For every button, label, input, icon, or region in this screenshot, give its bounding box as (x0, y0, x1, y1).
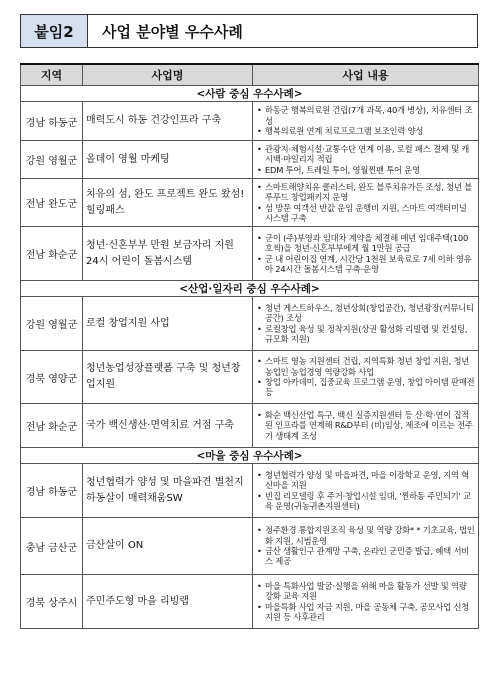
content-cell (253, 179, 479, 227)
table-row (21, 404, 479, 448)
content-item: • 군 내 어린이집 연계, 시간당 1천원 보육료로 7세 이하 영유아 24시간 돌봄시스템 구축·운영 (256, 254, 475, 275)
project-cell: 청년농업성장플랫폼 구축 및 청년창업지원 (83, 351, 253, 404)
table-row (21, 102, 479, 141)
content-item: • 창업 아카데미, 집중교육 프로그램 운영, 창업 아이템 판매전 등 (256, 377, 475, 398)
project-cell: 치유의 섬, 완도 프로젝트 완도 왔섬! 힐링패스 (83, 179, 253, 227)
content-cell (253, 575, 479, 629)
content-item: • 로컬창업 육성 및 정착지원(상권 활성화 리빌랩 및 컨설팅, 규모화 지원) (256, 324, 475, 345)
content-item: • 금산 생활인구 관계망 구축, 온라인 군민증 발급, 혜택 서비스 제공 (256, 546, 475, 567)
table-header-row (21, 64, 479, 86)
content-item: • 정주환경 통합지원조직 육성 및 역량 강화* * 기초교육, 법인화 지원, 시범운영 (256, 525, 475, 546)
content-item: • 마을특화 사업 자금 지원, 마을 공동체 구축, 공모사업 신청 지원 등 사후관리 (256, 602, 475, 623)
table-row (21, 141, 479, 179)
project-cell: 청년·신혼부부 만원 보금자리 지원 24시 어린이 돌봄시스템 (83, 227, 253, 281)
content-item: • 스마트 영농 지원센터 건립, 지역특화 청년 창업 지원, 청년 농업인 농업경영 역량강화 사업 (256, 356, 475, 377)
project-cell: 매력도시 하동 건강인프라 구축 (83, 102, 253, 141)
content-item: • 화순 백신산업 특구, 백신 실증지원센터 등 산·학·연이 집적된 인프라를 연계해 R&D부터 (비)임상, 제조에 이르는 전주기 생태계 조성 (256, 410, 475, 441)
content-item: • 하동군 행복의료원 건립(7개 과목, 40개 병상), 치유센터 조성 (256, 105, 475, 126)
content-cell (253, 297, 479, 351)
content-item: • EDM 투어, 트레일 투어, 영월찐팬 투어 운영 (256, 165, 475, 175)
table-row (21, 464, 479, 518)
content-item: • 마을 특화사업 발굴·실행을 위해 마을 활동가 선발 및 역량 강화 교육 지원 (256, 581, 475, 602)
region-cell: 전남 완도군 (21, 179, 83, 227)
table-row (21, 518, 479, 575)
region-cell: 전남 화순군 (21, 404, 83, 448)
project-cell: 로컬 창업지원 사업 (83, 297, 253, 351)
table-row (21, 297, 479, 351)
content-cell (253, 351, 479, 404)
column-header-content: 사업 내용 (253, 64, 479, 86)
region-cell: 강원 영월군 (21, 141, 83, 179)
content-cell (253, 227, 479, 281)
region-cell: 강원 영월군 (21, 297, 83, 351)
content-item: • 관광지·체험시설·교통수단 연계 이용, 로컬 패스 결제 및 캐시백·마일리지 적립 (256, 144, 475, 165)
region-cell: 경북 영양군 (21, 351, 83, 404)
content-cell (253, 464, 479, 518)
cases-table (20, 63, 479, 629)
content-cell (253, 102, 479, 141)
content-item: • 청년협력가 양성 및 마을파견, 마을 이장학교 운영, 지역 혁신마을 지원 (256, 470, 475, 491)
project-cell: 국가 백신생산·면역치료 거점 구축 (83, 404, 253, 448)
attachment-tag: 붙임2 (21, 15, 88, 47)
region-cell: 경남 하동군 (21, 102, 83, 141)
region-cell: 경북 상주시 (21, 575, 83, 629)
table-row (21, 575, 479, 629)
column-header-region: 지역 (21, 64, 83, 86)
content-item: • 빈집 리모델링 후 주거·창업시설 임대, '찐하동 주민되기' 교육 운영(귀농귀촌지원센터) (256, 491, 475, 512)
content-item: • 스마트해양치유 클러스터, 완도 블루치유가든 조성, 청년 블루푸드 창업패키지 운영 (256, 182, 475, 203)
section-title: <사람 중심 우수사례> (21, 86, 479, 102)
table-row (21, 351, 479, 404)
project-cell: 올데이 영월 마케팅 (83, 141, 253, 179)
section-title: <마을 중심 우수사례> (21, 448, 479, 464)
attachment-title-box (20, 14, 478, 48)
region-cell: 충남 금산군 (21, 518, 83, 575)
content-cell (253, 518, 479, 575)
table-row (21, 179, 479, 227)
region-cell: 경남 하동군 (21, 464, 83, 518)
column-header-project: 사업명 (83, 64, 253, 86)
project-cell: 금산살이 ON (83, 518, 253, 575)
content-item: • 군이 (주)부영과 임대차 계약을 체결해 매년 임대주택(100호씩)을 청년·신혼부부에게 월 1만원 공급 (256, 233, 475, 254)
page-title: 사업 분야별 우수사례 (102, 22, 243, 41)
table-row (21, 227, 479, 281)
content-item: • 행복의료원 연계 치료프로그램 보조인력 양성 (256, 126, 475, 136)
section-title: <산업·일자리 중심 우수사례> (21, 281, 479, 297)
content-item: • 섬 방문 여객선 반값 운임 운행비 지원, 스마트 여객터미널 시스템 구축 (256, 203, 475, 224)
region-cell: 전남 화순군 (21, 227, 83, 281)
content-item: • 청년 게스트하우스, 청년상회(창업공간), 청년광장(커뮤니티 공간) 조성 (256, 303, 475, 324)
content-cell (253, 141, 479, 179)
content-cell (253, 404, 479, 448)
project-cell: 주민주도형 마을 리빙랩 (83, 575, 253, 629)
project-cell: 청년협력가 양성 및 마을파견 별천지 하동살이 매력채움SW (83, 464, 253, 518)
